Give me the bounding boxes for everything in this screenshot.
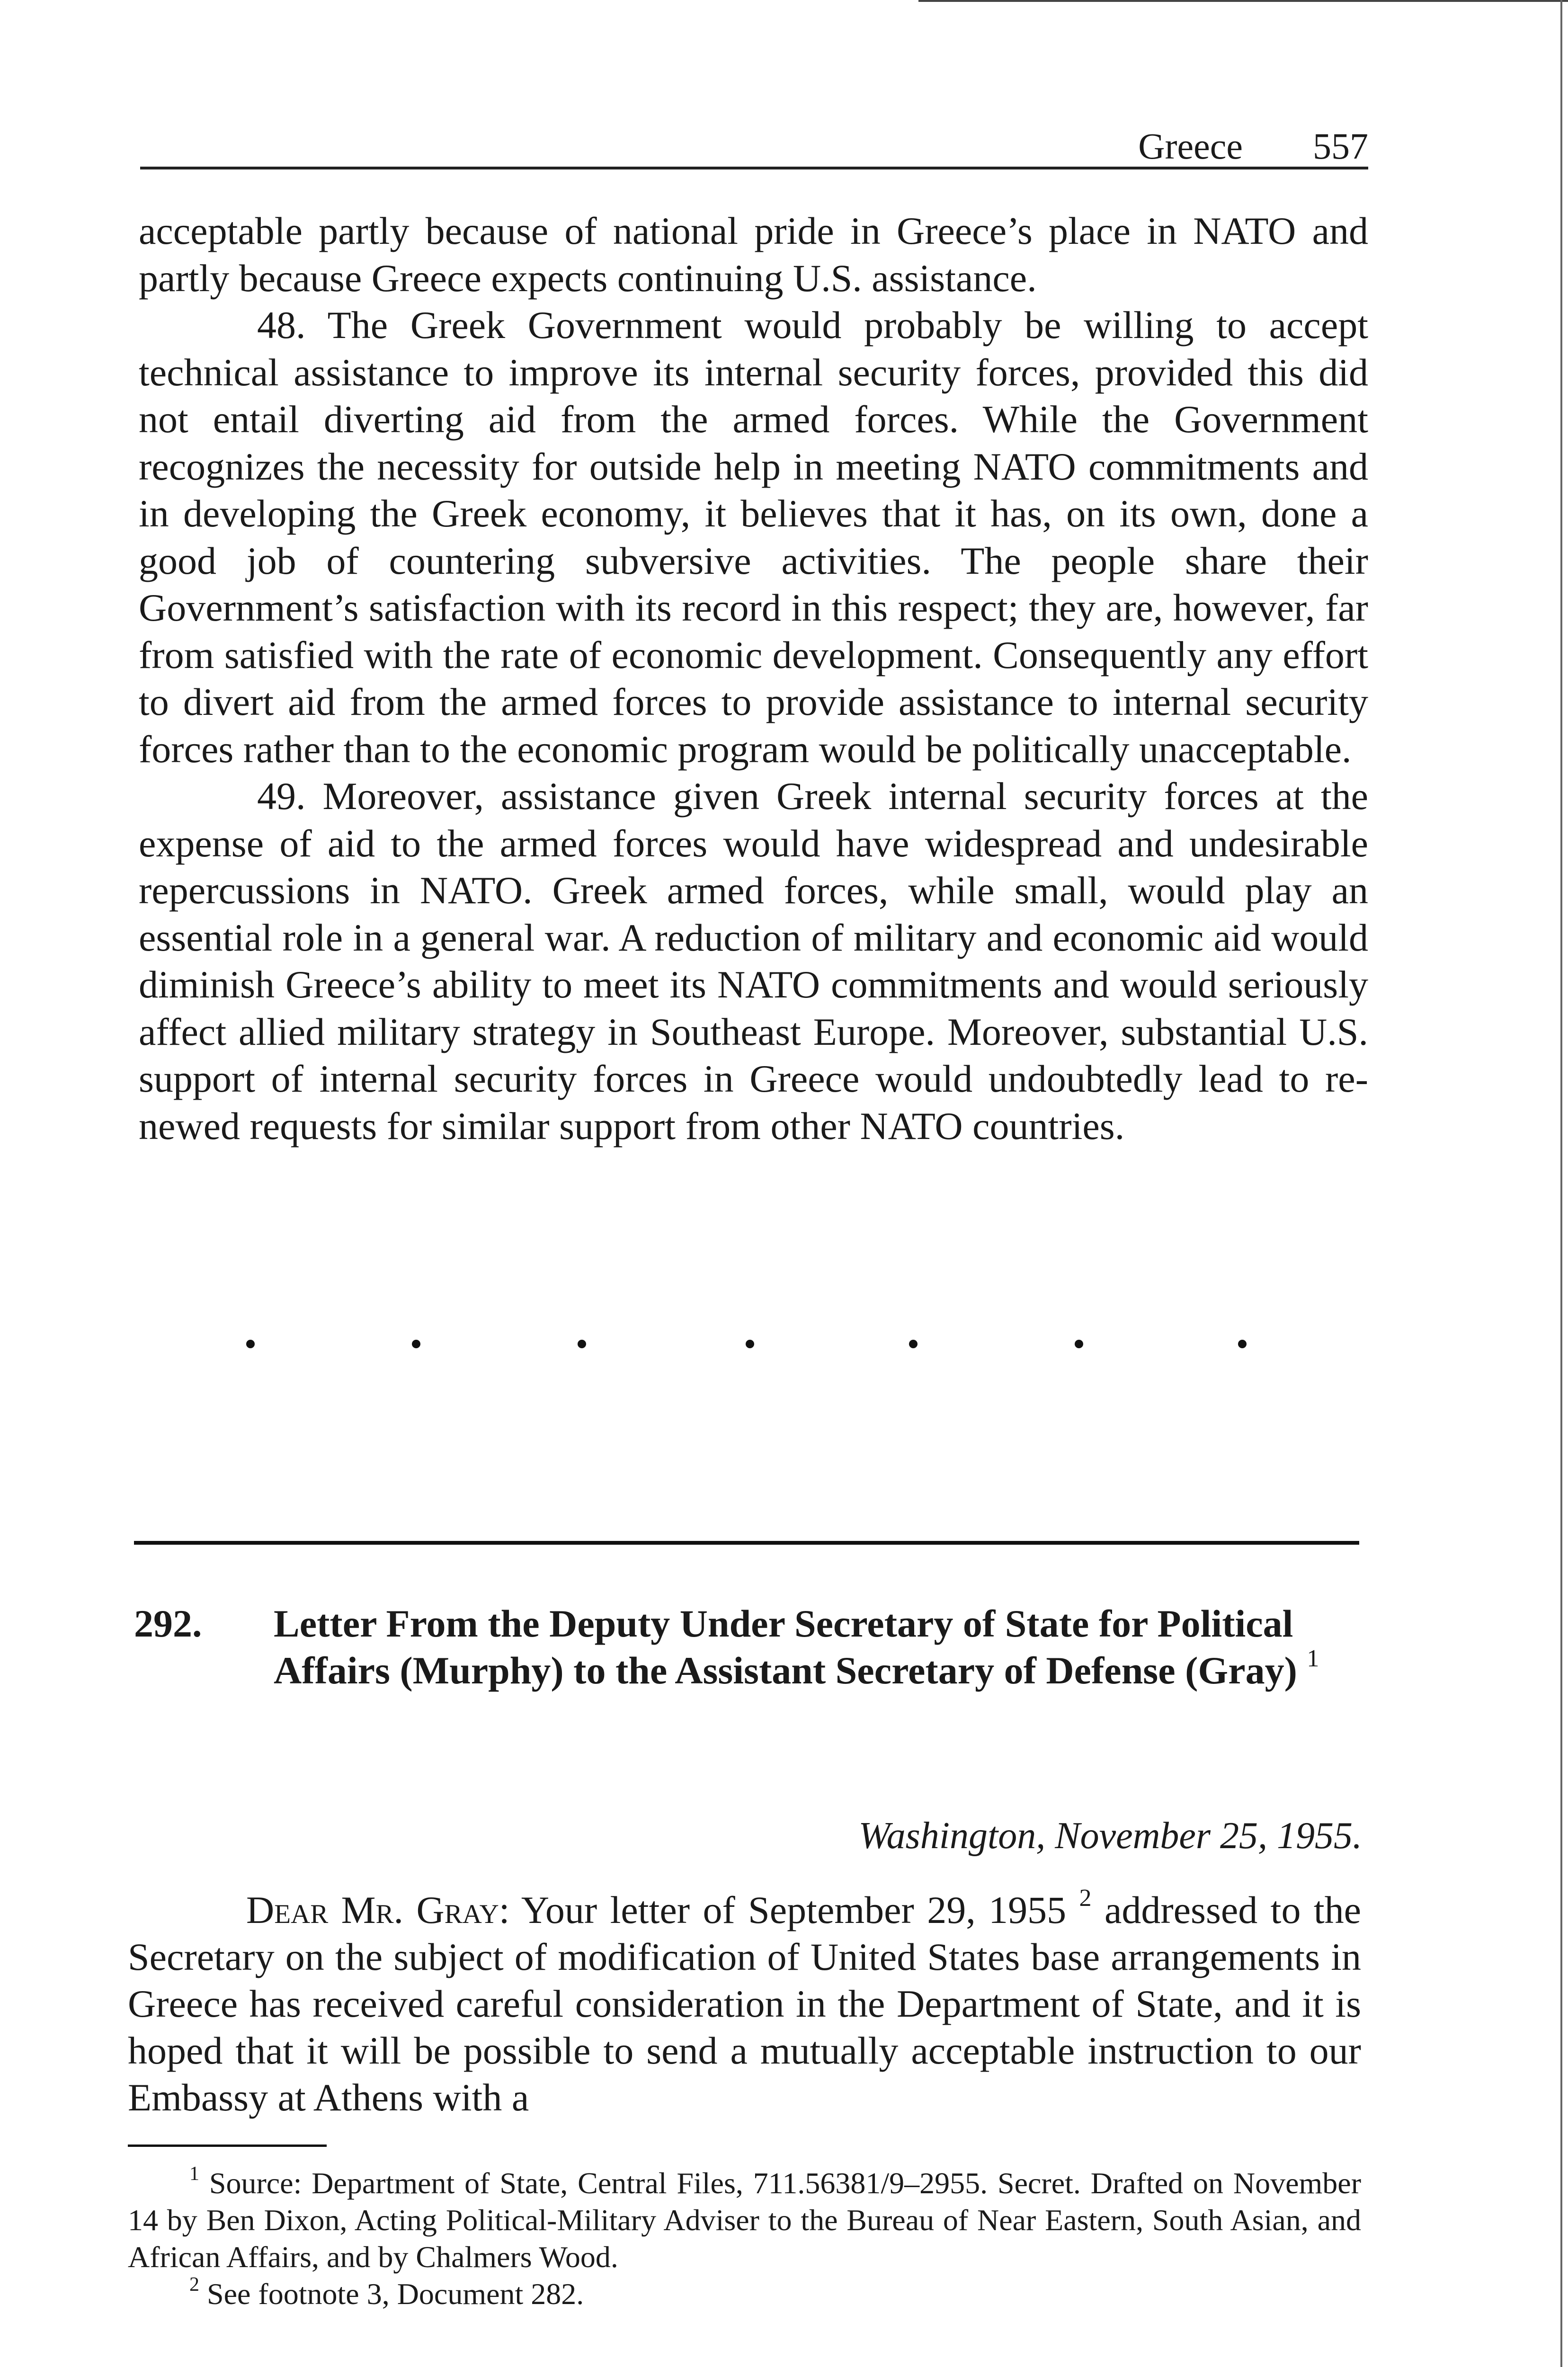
footnote-marker: 1 [189,2162,199,2185]
ellipsis-dot [578,1340,586,1348]
letter-text: Your letter of September 29, 1955 [509,1888,1067,1931]
scan-edge-top [918,0,1568,2]
ellipsis-dot [246,1340,255,1348]
ellipsis-dot [412,1340,420,1348]
ellipsis-dot [909,1340,918,1348]
footnote-1 [128,2162,1362,2276]
footnote-2 [128,2273,1361,2313]
salutation: Dear Mr. Gray: [246,1888,510,1931]
page-number: 557 [1313,125,1368,167]
footnote-marker: 2 [189,2273,199,2296]
letter-paragraph [128,1886,1361,2121]
letter-body [128,1886,1361,2121]
footnote-ref: 1 [1307,1645,1319,1672]
footnote-text: Source: Department of State, Central Files, 711.56381/9–2955. Secret. Drafted on November 14 by Ben Dixon, Acting Political-Military Adviser to the Bureau of Near Eastern, South Asian, and African Affairs, and by Chalmers Wood. [128,2166,1362,2274]
ellipsis-dot [1075,1340,1083,1348]
section-divider [134,1541,1359,1545]
ellipsis-dot [746,1340,754,1348]
omission-ellipsis [246,1340,1255,1354]
paragraph-48: 48. The Greek Government would probably be willing to accept technical assistance to improve its internal security forces, provided this did not entail diverting aid from the armed forces. While the Government recognizes the necessity for outside help in meeting NATO commitments and in developing the Greek economy, it believes that it has, on its own, done a good job of countering subversive activities. The people share their Government’s satisfaction with its record in this respect; they are, however, far from satisfied with the rate of economic development. Consequently any effort to divert aid from the armed forces to provide assistance to internal security forces rather than to the economic program would be politically unacceptable. [139,303,1368,771]
scan-edge-right [1560,0,1562,2367]
footnote-text: See footnote 3, Document 282. [207,2277,584,2311]
dateline: Washington, November 25, 1955. [858,1815,1362,1857]
footnote-ref: 2 [1079,1884,1092,1912]
footnotes [128,2162,1362,2313]
document-title-text: Letter From the Deputy Under Secretary of State for Political Affairs (Murphy) to the Assistant Secretary of Defense (Gray) [274,1602,1297,1692]
document-number: 292. [134,1602,202,1645]
letter-text-continued: addressed to the Secretary on the subject of modification of United States base arrangements in Greece has received careful consideration in the Department of State, and it is hoped that it will be possible to send a mutually acceptable instruction to our Embassy at Athens with a [128,1888,1362,2119]
paragraph-continued: acceptable partly because of national pride in Greece’s place in NATO and partly because Greece expects continuing U.S. assistance. [139,209,1368,300]
running-title: Greece [1138,125,1243,167]
running-header [140,124,1368,169]
footnote-rule [128,2145,327,2147]
document-title [274,1600,1363,1694]
ellipsis-dot [1238,1340,1247,1348]
paragraph-49: 49. Moreover, assistance given Greek internal security forces at the expense of aid to the armed forces would have widespread and undesirable repercussions in NATO. Greek armed forces, while small, would play an essential role in a general war. A reduction of military and economic aid would diminish Greece’s ability to meet its NATO commitments and would seriously affect allied military strategy in Southeast Europe. Moreover, substantial U.S. support of internal security forces in Greece would undoubtedly lead to renewed requests for similar support from other NATO countries. [139,774,1368,1148]
continued-text-block [139,207,1368,1149]
